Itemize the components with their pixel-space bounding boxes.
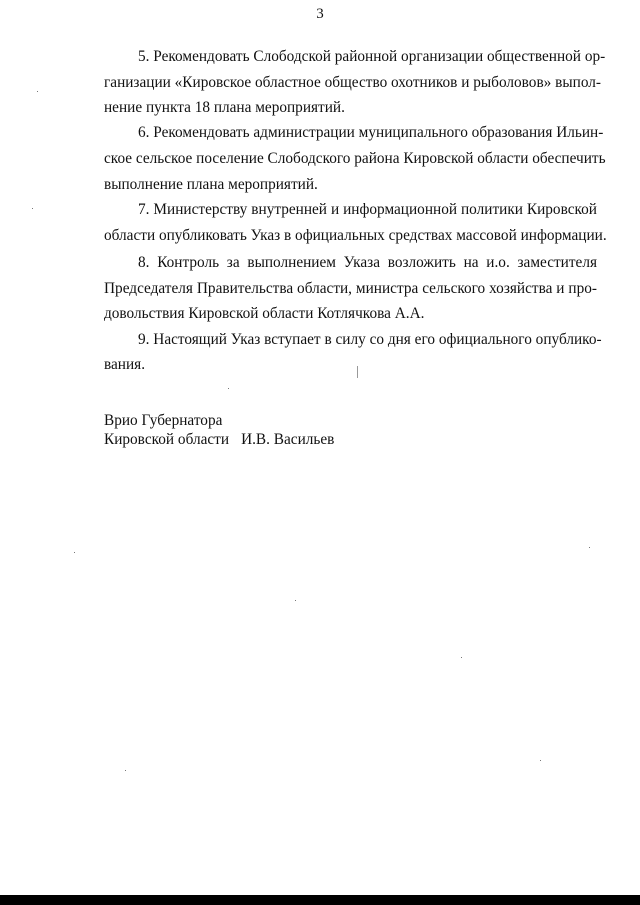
paragraph-line: ское сельское поселение Слободского района Кировской области обеспечить — [104, 150, 606, 167]
scan-border — [0, 895, 640, 905]
signature-name: И.В. Васильев — [241, 431, 335, 448]
paragraph-line: 7. Министерству внутренней и информационной политики Кировской — [138, 201, 597, 218]
signature-title-line2 — [104, 431, 334, 449]
scan-speck — [461, 657, 462, 658]
paragraph-line: 6. Рекомендовать администрации муниципального образования Ильин- — [138, 124, 604, 141]
paragraph-line: ганизации «Кировское областное общество охотников и рыболовов» выпол- — [104, 74, 601, 91]
paragraph-line: 5. Рекомендовать Слободской районной организации общественной ор- — [138, 48, 606, 65]
paragraph-line: нение пункта 18 плана мероприятий. — [104, 99, 345, 116]
paragraph-line: 8. Контроль за выполнением Указа возложить на и.о. заместителя — [138, 254, 597, 271]
page-number: 3 — [316, 6, 324, 22]
signature-title-line1: Врио Губернатора — [104, 412, 223, 429]
paragraph-line: выполнение плана мероприятий. — [104, 176, 318, 193]
scan-speck — [295, 600, 296, 601]
scan-speck — [125, 770, 126, 771]
paragraph-line: вания. — [104, 356, 146, 373]
scan-speck — [74, 552, 75, 553]
paragraph-line: Председателя Правительства области, министра сельского хозяйства и про- — [104, 280, 597, 297]
paragraph-line: области опубликовать Указ в официальных средствах массовой информации. — [104, 227, 607, 244]
paragraph-line: довольствия Кировской области Котлячкова А.А. — [104, 305, 425, 322]
signature-title: Кировской области — [104, 431, 230, 448]
scan-speck — [228, 388, 229, 389]
scan-speck — [540, 760, 541, 761]
paragraph-line: 9. Настоящий Указ вступает в силу со дня его официального опублико- — [138, 331, 602, 348]
scan-speck — [32, 208, 33, 209]
scan-mark — [357, 366, 358, 378]
scan-speck — [589, 547, 590, 548]
scan-speck — [37, 91, 38, 92]
